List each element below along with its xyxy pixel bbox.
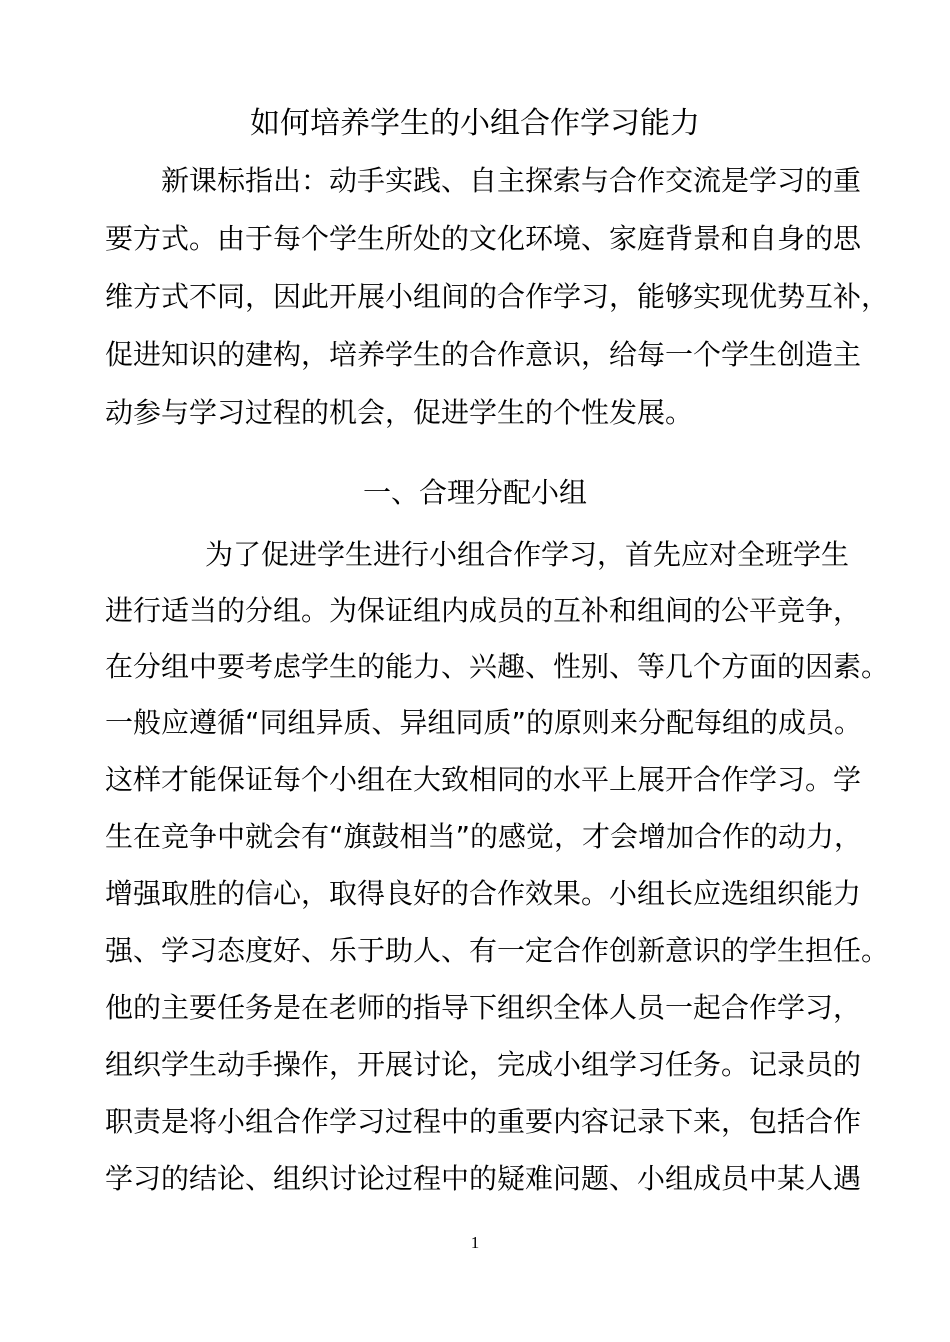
- section-line: 一般应遵循“同组异质、异组同质”的原则来分配每组的成员。: [105, 706, 863, 739]
- section-line: 职责是将小组合作学习过程中的重要内容记录下来，包括合作: [105, 1105, 862, 1138]
- section-line: 为了促进学生进行小组合作学习，首先应对全班学生: [205, 538, 850, 571]
- section-line: 强、学习态度好、乐于助人、有一定合作创新意识的学生担任。: [105, 934, 890, 967]
- intro-line: 动参与学习过程的机会，促进学生的个性发展。: [105, 396, 694, 429]
- page-number: 1: [470, 1233, 480, 1252]
- document-title: 如何培养学生的小组合作学习能力: [250, 106, 700, 141]
- section-line: 他的主要任务是在老师的指导下组织全体人员一起合作学习，: [105, 991, 862, 1024]
- intro-line: 要方式。由于每个学生所处的文化环境、家庭背景和自身的思: [105, 222, 862, 255]
- section-line: 这样才能保证每个小组在大致相同的水平上展开合作学习。学: [105, 763, 862, 796]
- intro-line: 新课标指出：动手实践、自主探索与合作交流是学习的重: [161, 164, 862, 197]
- section-line: 在分组中要考虑学生的能力、兴趣、性别、等几个方面的因素。: [105, 650, 890, 683]
- section-line: 进行适当的分组。为保证组内成员的互补和组间的公平竞争，: [105, 594, 862, 627]
- intro-line: 维方式不同，因此开展小组间的合作学习，能够实现优势互补，: [105, 280, 890, 313]
- section-heading: 一、合理分配小组: [362, 476, 587, 509]
- section-line: 增强取胜的信心，取得良好的合作效果。小组长应选组织能力: [105, 877, 862, 910]
- intro-line: 促进知识的建构，培养学生的合作意识，给每一个学生创造主: [105, 338, 862, 371]
- section-line: 组织学生动手操作，开展讨论，完成小组学习任务。记录员的: [105, 1048, 862, 1081]
- section-line: 生在竞争中就会有“旗鼓相当”的感觉，才会增加合作的动力，: [105, 820, 863, 853]
- section-line: 学习的结论、组织讨论过程中的疑难问题、小组成员中某人遇: [105, 1162, 862, 1195]
